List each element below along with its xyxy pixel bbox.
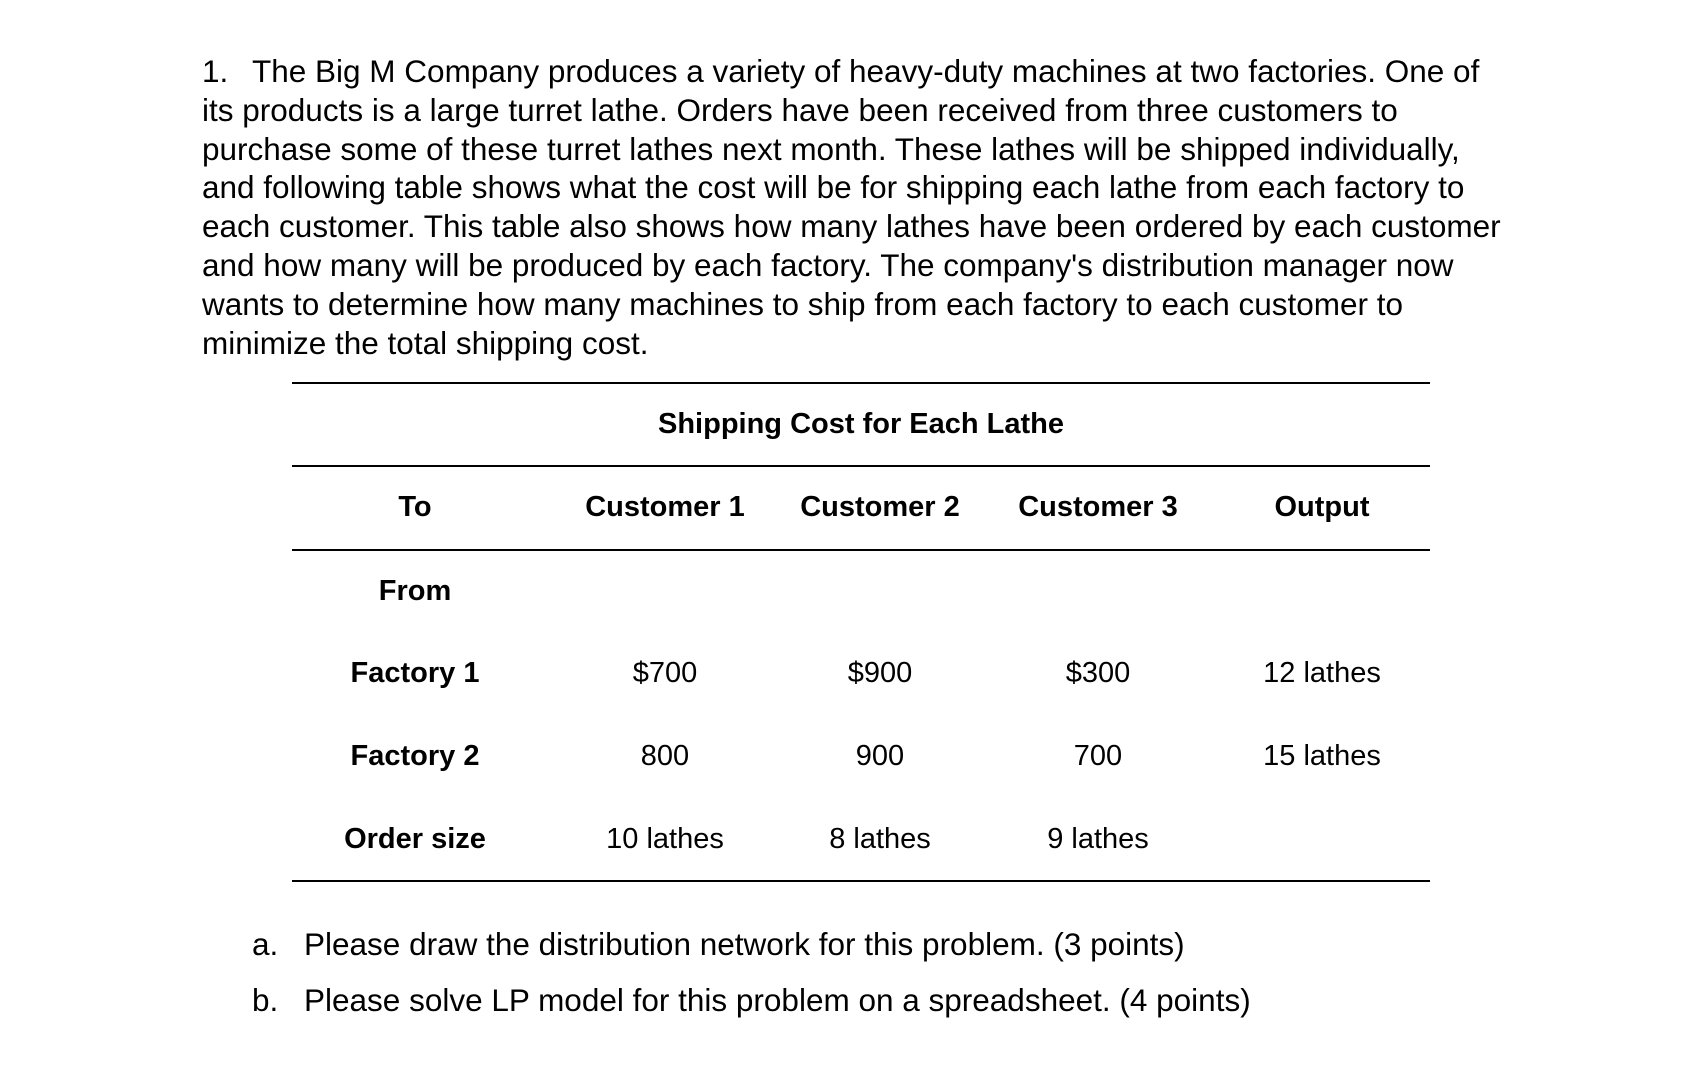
subquestion-a-text: Please draw the distribution network for this problem. (3 points) — [304, 926, 1185, 962]
header-customer-2: Customer 2 — [800, 491, 960, 523]
table-bottom-rule — [292, 880, 1430, 882]
cell-factory-1-customer-1: $700 — [632, 657, 698, 689]
subquestion-a-letter: a. — [252, 926, 279, 962]
problem-statement — [202, 52, 1502, 362]
cell-order-size-customer-3: 9 lathes — [1047, 823, 1149, 855]
cell-factory-2-output: 15 lathes — [1263, 740, 1381, 772]
problem-number: 1. — [202, 53, 229, 89]
table-top-rule — [292, 382, 1430, 384]
cell-order-size-customer-1: 10 lathes — [606, 823, 724, 855]
header-output: Output — [1274, 491, 1370, 523]
cell-factory-1-customer-2: $900 — [847, 657, 913, 689]
from-label: From — [378, 575, 452, 607]
cell-order-size-customer-2: 8 lathes — [829, 823, 931, 855]
row-label-order-size: Order size — [344, 823, 486, 855]
cell-factory-2-customer-1: 800 — [640, 740, 690, 772]
row-label-factory-2: Factory 2 — [350, 740, 480, 772]
subquestion-b-letter: b. — [252, 982, 279, 1018]
row-label-factory-1: Factory 1 — [350, 657, 480, 689]
cell-factory-2-customer-2: 900 — [855, 740, 905, 772]
subquestion-b-text: Please solve LP model for this problem on a spreadsheet. (4 points) — [304, 982, 1251, 1018]
table-caption: Shipping Cost for Each Lathe — [657, 408, 1064, 440]
header-rule — [292, 549, 1430, 551]
header-customer-1: Customer 1 — [585, 491, 745, 523]
header-to: To — [398, 491, 432, 523]
header-customer-3: Customer 3 — [1018, 491, 1178, 523]
subquestion-a — [252, 924, 1185, 964]
cell-factory-1-output: 12 lathes — [1263, 657, 1381, 689]
cell-factory-2-customer-3: 700 — [1073, 740, 1123, 772]
caption-rule — [292, 465, 1430, 467]
problem-text: The Big M Company produces a variety of heavy-duty machines at two factories. One of its products is a large turret lathe. Orders have been received from three customers to purchase some of these turret lathes next month. These lathes will be shipped individually, and following table shows what the cost will be for shipping each lathe from each factory to each customer. This table also shows how many lathes have been ordered by each customer and how many will be produced by each factory. The company's distribution manager now wants to determine how many machines to ship from each factory to each customer to minimize the total shipping cost. — [202, 53, 1501, 361]
subquestion-b — [252, 980, 1251, 1020]
cell-factory-1-customer-3: $300 — [1065, 657, 1131, 689]
